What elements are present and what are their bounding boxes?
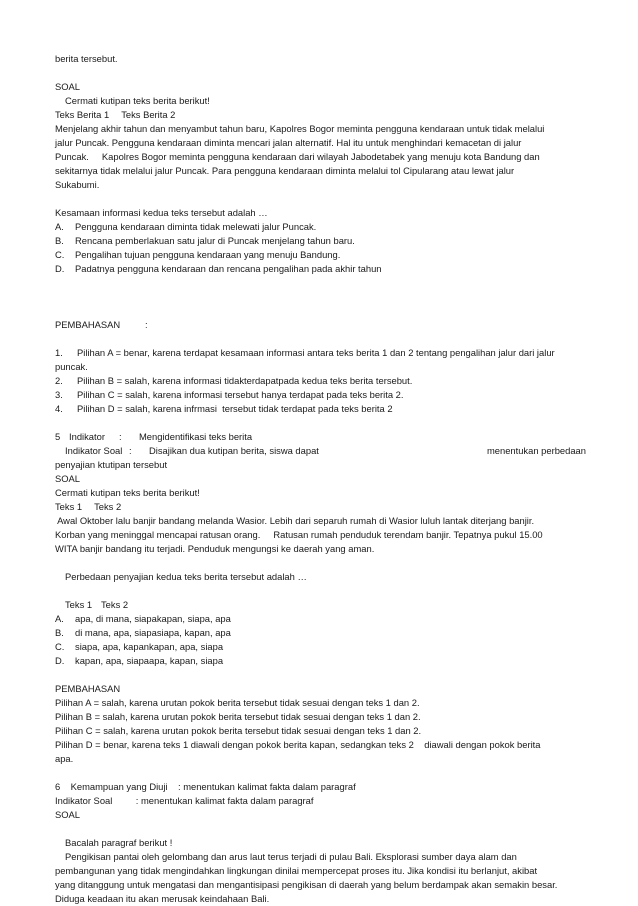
intro-text: berita tersebut. <box>55 53 118 64</box>
pembahasan-item: 1. Pilihan A = benar, karena terdapat kesamaan informasi antara teks berita 1 dan 2 tentang pengalihan jalur dari jalur <box>55 347 555 358</box>
teks-berita-1-label: Teks Berita 1 <box>55 109 110 120</box>
soal1-question: Kesamaan informasi kedua teks tersebut adalah … <box>55 207 268 218</box>
pembahasan2-list <box>55 696 594 766</box>
soal-instruction: Cermati kutipan teks berita berikut! <box>65 95 210 106</box>
teks-col-heads: Teks 1 Teks 2 <box>65 599 129 610</box>
teks-berita-labels <box>55 108 594 122</box>
pembahasan-item-cont: puncak. <box>55 361 88 372</box>
pembahasan-line: Pilihan D = benar, karena teks 1 diawali dengan pokok berita kapan, sedangkan teks 2 diawali dengan pokok berita <box>55 739 541 750</box>
soal-heading: SOAL <box>55 81 81 92</box>
soal-heading: SOAL <box>55 809 81 820</box>
teks-berita-2-label: Teks Berita 2 <box>121 109 176 120</box>
soal-heading: SOAL <box>55 473 81 484</box>
section5-body-line: WITA banjir bandang itu terjadi. Penduduk mengungsi ke daerah yang aman. <box>55 543 375 554</box>
indikator-row: 5 Indikator : Mengidentifikasi teks berita <box>55 431 253 442</box>
kemampuan-row: 6 Kemampuan yang Diuji : menentukan kalimat fakta dalam paragraf <box>55 781 356 792</box>
soal1-body-line: Menjelang akhir tahun dan menyambut tahun baru, Kapolres Bogor meminta pengguna kendaraan untuk tidak melalui <box>55 123 545 134</box>
section6-body-line: Pengikisan pantai oleh gelombang dan arus laut terus terjadi di pulau Bali. Eksplorasi sumber daya alam dan <box>65 851 517 862</box>
section6-body-line: Diduga keadaan itu akan merusak keindahaan Bali. <box>55 893 270 904</box>
pembahasan-heading: PEMBAHASAN : <box>55 319 148 330</box>
option-d: D. kapan, apa, siapa apa, kapan, siapa <box>55 655 224 666</box>
option-a: A. apa, di mana, siapa kapan, siapa, apa <box>55 613 231 624</box>
section6-body-line: yang ditanggung untuk mengatasi dan mengantisipasi pengikisan di daerah yang belum berdampak akan semakin besar. <box>55 879 558 890</box>
pembahasan-item: 2. Pilihan B = salah, karena informasi tidakterdapatpada kedua teks berita tersebut. <box>55 375 413 386</box>
option-b: B. di mana, apa, siapa siapa, kapan, apa <box>55 627 231 638</box>
soal1-body <box>55 122 594 192</box>
option-b: B. Rencana pemberlakuan satu jalur di Puncak menjelang tahun baru. <box>55 235 355 246</box>
pembahasan-line: apa. <box>55 753 74 764</box>
indikator-soal-cont: penyajian ktutipan tersebut <box>55 459 168 470</box>
section6-body-line: pembangunan yang tidak mengindahkan lingkungan dinilai mempercepat proses itu. Jika kondisi itu berlanjut, akibat <box>55 865 538 876</box>
option-d: D. Padatnya pengguna kendaraan dan rencana pengalihan pada akhir tahun <box>55 263 382 274</box>
soal1-options <box>55 220 594 276</box>
option-c: C. Pengalihan tujuan pengguna kendaraan yang menuju Bandung. <box>55 249 341 260</box>
pembahasan1-list <box>55 346 594 416</box>
pembahasan-heading: PEMBAHASAN <box>55 683 121 694</box>
teks-labels <box>55 500 594 514</box>
section5-options <box>55 612 594 668</box>
soal1-body-line: jalur Puncak. Pengguna kendaraan diminta mencari jalan alternatif. Hal itu untuk menghindari kemacetan di jalur <box>55 137 522 148</box>
section5-body-line: Awal Oktober lalu banjir bandang melanda Wasior. Lebih dari separuh rumah di Wasior luluh lantak diterjang banjir. <box>55 515 535 526</box>
teks-1-label: Teks 1 <box>55 501 83 512</box>
option-c: C. siapa, apa, kapan kapan, apa, siapa <box>55 641 224 652</box>
section5-body <box>55 514 594 556</box>
section6-body <box>55 850 594 906</box>
pembahasan-line: Pilihan A = salah, karena urutan pokok berita tersebut tidak sesuai dengan teks 1 dan 2. <box>55 697 420 708</box>
soal1-body-line: Puncak. Kapolres Bogor meminta pengguna kendaraan dari wilayah Jabodetabek yang menuju kota Bandung dan <box>55 151 540 162</box>
indikator-soal-row: Indikator Soal : Disajikan dua kutipan berita, siswa dapat menentukan perbedaan <box>65 445 586 456</box>
indikator-soal-row: Indikator Soal : menentukan kalimat fakta dalam paragraf <box>55 795 314 806</box>
pembahasan-line: Pilihan B = salah, karena urutan pokok berita tersebut tidak sesuai dengan teks 1 dan 2. <box>55 711 421 722</box>
section5-question: Perbedaan penyajian kedua teks berita tersebut adalah … <box>65 571 307 582</box>
teks-2-label: Teks 2 <box>94 501 122 512</box>
pembahasan-line: Pilihan C = salah, karena urutan pokok berita tersebut tidak sesuai dengan teks 1 dan 2. <box>55 725 422 736</box>
soal1-body-line: Sukabumi. <box>55 179 100 190</box>
soal-instruction: Bacalah paragraf berikut ! <box>65 837 173 848</box>
pembahasan-item: 3. Pilihan C = salah, karena informasi tersebut hanya terdapat pada teks berita 2. <box>55 389 404 400</box>
soal-instruction: Cermati kutipan teks berita berikut! <box>55 487 200 498</box>
option-a: A. Pengguna kendaraan diminta tidak melewati jalur Puncak. <box>55 221 317 232</box>
soal1-body-line: sekitarnya tidak melalui jalur Puncak. Para pengguna kendaraan diminta melalui tol Cipularang atau lewat jalur <box>55 165 515 176</box>
section5-body-line: Korban yang meninggal mencapai ratusan orang. Ratusan rumah penduduk terendam banjir. Tepatnya pukul 15.00 <box>55 529 543 540</box>
pembahasan-item: 4. Pilihan D = salah, karena infrmasi tersebut tidak terdapat pada teks berita 2 <box>55 403 393 414</box>
